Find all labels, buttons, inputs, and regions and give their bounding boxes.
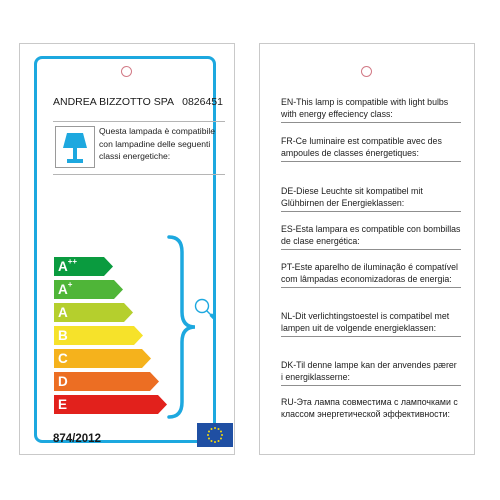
paragraph-nl: NL-Dit verlichtingstoestel is compatibel met lampen uit de volgende energieklassen:: [281, 310, 461, 337]
energy-label-card: [19, 43, 235, 455]
energy-label-frame: [34, 56, 223, 445]
paragraph-ru: RU-Эта лампа совместима с лампочками с классом энергетической эффективности:: [281, 397, 458, 419]
energy-class-label: A+: [58, 280, 73, 297]
energy-class-d: [54, 372, 160, 391]
energy-class-label: D: [58, 374, 68, 389]
multilingual-info-card: [259, 43, 475, 455]
energy-class-label: E: [58, 397, 68, 412]
paragraph-dk: DK-Til denne lampe kan der anvendes pærer i energiklasserne:: [281, 359, 461, 386]
label-header: [53, 96, 223, 108]
light-bulb-icon: [193, 297, 217, 323]
product-code: 0826451: [182, 96, 223, 108]
regulation-number: 874/2012: [53, 433, 101, 445]
energy-class-label: B: [58, 328, 68, 343]
hang-hole: [361, 66, 372, 77]
energy-class-a-plus-plus: [54, 257, 114, 276]
energy-class-a-plus: [54, 280, 124, 299]
paragraph-de: DE-Diese Leuchte sit kompatibel mit Glühbirnen der Energieklassen:: [281, 185, 461, 212]
curly-brace-icon: [165, 234, 199, 420]
energy-class-a: [54, 303, 134, 322]
paragraph-en: EN-This lamp is compatible with light bulbs with energy effeciency class:: [281, 96, 461, 123]
paragraph-es: ES-Esta lampara es compatible con bombillas de clase energética:: [281, 223, 461, 250]
table-lamp-icon: [55, 126, 95, 168]
energy-class-c: [54, 349, 152, 368]
paragraph-fr: FR-Ce luminaire est compatible avec des ampoules de classes énergetiques:: [281, 135, 461, 162]
brand-name: ANDREA BIZZOTTO SPA: [53, 96, 174, 108]
energy-class-b: [54, 326, 144, 345]
energy-class-label: C: [58, 351, 68, 366]
energy-class-e: [54, 395, 168, 414]
eu-flag-icon: [197, 423, 233, 447]
compatibility-info: [53, 121, 225, 175]
energy-class-label: A: [58, 305, 68, 320]
paragraph-pt: PT-Este aparelho de iluminação é compatível com lâmpadas economizadoras de energia:: [281, 261, 461, 288]
compatibility-text: Questa lampada è compatibile con lampadine delle seguenti classi energetiche:: [99, 126, 216, 161]
energy-class-label: A++: [58, 257, 78, 274]
